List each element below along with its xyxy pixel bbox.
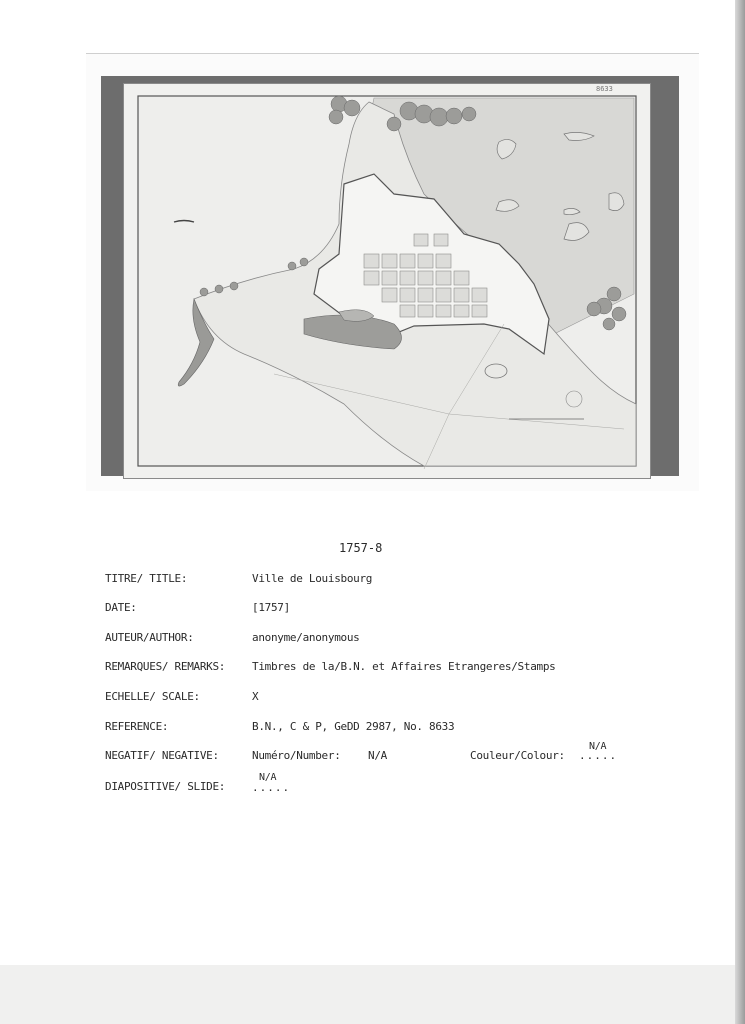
author-value: anonyme/anonymous [252,631,360,644]
date-value: [1757] [252,601,290,614]
title-value: Ville de Louisbourg [252,572,373,585]
negative-number-label: Numéro/Number: [252,749,341,762]
document-number: 1757-8 [339,541,383,555]
map-sheet-number: 8633 [596,85,613,93]
author-label: AUTEUR/AUTHOR: [105,631,194,644]
remarks-value: Timbres de la/B.N. et Affaires Etrangeres/Stamps [252,660,556,673]
negative-colour-dots: ..... [579,749,618,762]
negative-label: NEGATIF/ NEGATIVE: [105,749,219,762]
title-label: TITRE/ TITLE: [105,572,188,585]
louisbourg-map-drawing [124,84,650,478]
slide-value: N/A [259,772,277,783]
page-edge-shadow [735,0,745,1024]
scale-value: X [252,690,259,703]
map-image [124,84,650,478]
negative-number-value: N/A [368,749,387,762]
slide-label: DIAPOSITIVE/ SLIDE: [105,780,226,793]
reference-value: B.N., C & P, GeDD 2987, No. 8633 [252,720,455,733]
scanner-background [0,965,735,1024]
slide-dots: ..... [252,781,291,794]
scale-label: ECHELLE/ SCALE: [105,690,200,703]
reference-label: REFERENCE: [105,720,169,733]
negative-colour-label: Couleur/Colour: [470,749,565,762]
date-label: DATE: [105,601,137,614]
negative-colour-value: N/A [589,741,607,752]
remarks-label: REMARQUES/ REMARKS: [105,660,226,673]
